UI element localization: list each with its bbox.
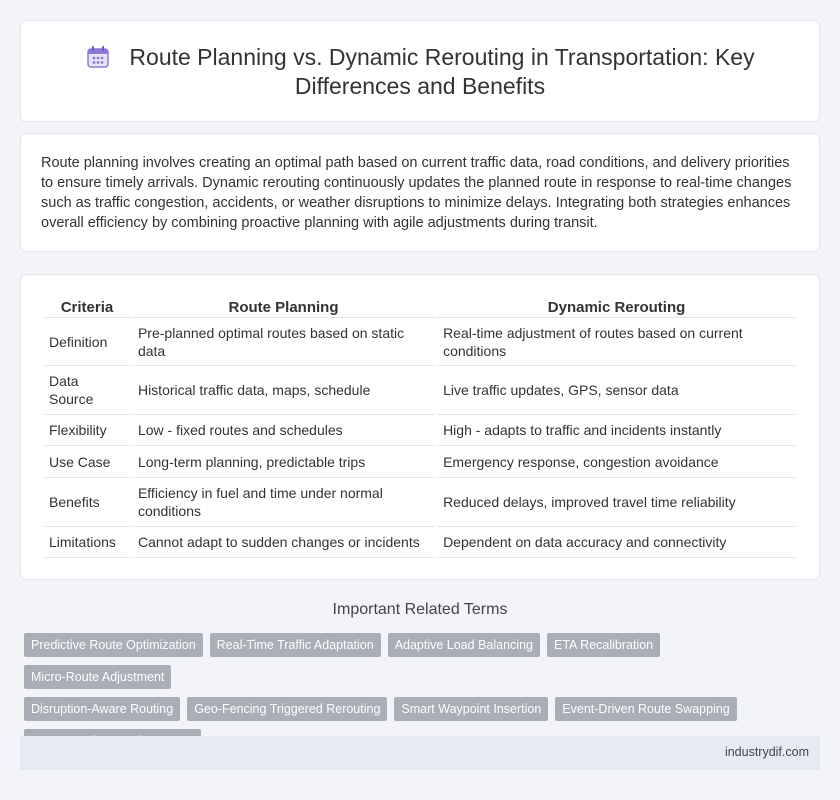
related-term-tag[interactable]: Micro-Route Adjustment: [24, 665, 171, 689]
table-row: [44, 446, 796, 478]
dynamic-rerouting-cell: Real-time adjustment of routes based on current conditions: [437, 318, 796, 366]
route-planning-cell: Efficiency in fuel and time under normal conditions: [132, 478, 435, 527]
route-planning-cell: Low - fixed routes and schedules: [132, 415, 435, 446]
dynamic-rerouting-cell: Reduced delays, improved travel time reliability: [437, 478, 796, 527]
related-term-tag[interactable]: Adaptive Load Balancing: [388, 633, 540, 657]
related-term-tag[interactable]: Event-Driven Route Swapping: [555, 697, 736, 721]
route-planning-cell: Pre-planned optimal routes based on static data: [132, 318, 435, 366]
table-row: [44, 415, 796, 446]
table-row: [44, 527, 796, 558]
footer-bar: [20, 736, 820, 770]
column-header-route-planning: Route Planning: [132, 297, 435, 318]
calendar-icon: [85, 44, 111, 70]
criteria-cell: Benefits: [44, 478, 130, 527]
criteria-cell: Flexibility: [44, 415, 130, 446]
related-term-tag[interactable]: Real-Time Traffic Adaptation: [210, 633, 381, 657]
dynamic-rerouting-cell: High - adapts to traffic and incidents instantly: [437, 415, 796, 446]
related-term-tag[interactable]: Disruption-Aware Routing: [24, 697, 180, 721]
route-planning-cell: Historical traffic data, maps, schedule: [132, 366, 435, 415]
table-row: [44, 318, 796, 366]
footer-site-link[interactable]: industrydif.com: [724, 745, 809, 759]
comparison-table-card: [20, 274, 820, 580]
route-planning-cell: Long-term planning, predictable trips: [132, 446, 435, 478]
related-term-tag[interactable]: Smart Waypoint Insertion: [394, 697, 548, 721]
dynamic-rerouting-cell: Emergency response, congestion avoidance: [437, 446, 796, 478]
table-row: [44, 366, 796, 415]
criteria-cell: Use Case: [44, 446, 130, 478]
route-planning-cell: Cannot adapt to sudden changes or incidents: [132, 527, 435, 558]
related-term-tag[interactable]: Predictive Route Optimization: [24, 633, 203, 657]
table-header-row: [44, 297, 796, 318]
page-title-text: Route Planning vs. Dynamic Rerouting in Transportation: Key Differences and Benefits: [129, 44, 755, 99]
intro-card: [20, 133, 820, 252]
intro-paragraph: Route planning involves creating an optimal path based on current traffic data, road conditions, and delivery priorities to ensure timely arrivals. Dynamic rerouting continuously updates the planned route in response to real-time changes such as traffic congestion, accidents, or weather disruptions to minimize delays. Integrating both strategies enhances overall efficiency by combining proactive planning with agile adjustments during transit.: [41, 155, 792, 231]
comparison-table: [42, 297, 798, 558]
column-header-dynamic-rerouting: Dynamic Rerouting: [437, 297, 796, 318]
title-wrap: [61, 43, 779, 101]
table-row: [44, 478, 796, 527]
related-term-tag[interactable]: Geo-Fencing Triggered Rerouting: [187, 697, 387, 721]
dynamic-rerouting-cell: Live traffic updates, GPS, sensor data: [437, 366, 796, 415]
criteria-cell: Limitations: [44, 527, 130, 558]
dynamic-rerouting-cell: Dependent on data accuracy and connectivity: [437, 527, 796, 558]
header-card: [20, 20, 820, 122]
criteria-cell: Definition: [44, 318, 130, 366]
criteria-cell: Data Source: [44, 366, 130, 415]
related-term-tag[interactable]: ETA Recalibration: [547, 633, 660, 657]
column-header-criteria: Criteria: [44, 297, 130, 318]
page-title: [61, 43, 779, 101]
related-terms-heading: Important Related Terms: [332, 601, 508, 618]
